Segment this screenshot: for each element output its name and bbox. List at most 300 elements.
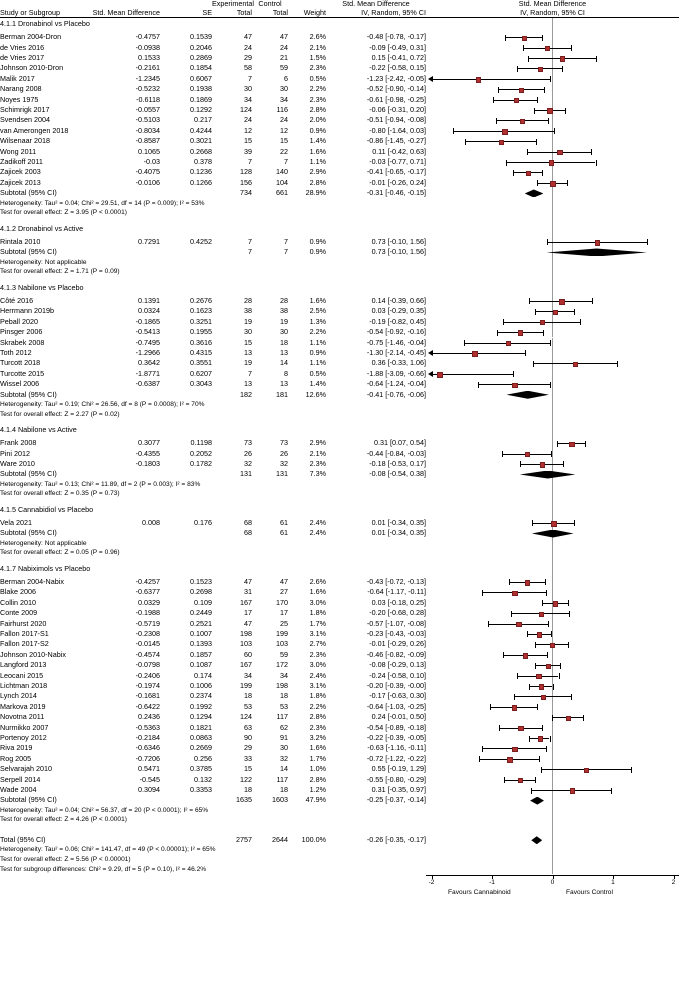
plot-cell	[426, 723, 679, 733]
exp-total: 24	[244, 115, 252, 125]
table-row	[0, 358, 679, 368]
ctrl-total: 13	[280, 379, 288, 389]
plot-cell	[426, 178, 679, 188]
table-row	[0, 702, 679, 712]
ci-value: -0.01 [-0.26, 0.24]	[369, 177, 426, 187]
study-label: Subtotal (95% CI)	[0, 389, 57, 399]
ctrl-total: 53	[280, 701, 288, 711]
note-text: Heterogeneity: Not applicable	[0, 539, 87, 547]
exp-total: 734	[240, 188, 252, 198]
se-value: 0.1782	[190, 458, 212, 468]
weight-value: 1.2%	[309, 785, 326, 795]
weight-value: 1.7%	[309, 753, 326, 763]
table-row	[0, 105, 679, 115]
ctrl-total: 14	[280, 764, 288, 774]
exp-total: 38	[244, 306, 252, 316]
plot-cell	[426, 32, 679, 42]
statistics-note	[0, 410, 679, 420]
plot-cell	[426, 358, 679, 368]
weight-value: 1.4%	[309, 379, 326, 389]
plot-cell	[426, 650, 679, 660]
study-label: Portenoy 2012	[0, 733, 47, 743]
se-value: 0.2374	[190, 691, 212, 701]
exp-total: 47	[244, 32, 252, 42]
smd-value: 0.5471	[138, 764, 160, 774]
ci-value: 0.55 [-0.19, 1.29]	[371, 764, 426, 774]
weight-value: 2.3%	[309, 94, 326, 104]
table-row	[0, 167, 679, 177]
smd-value: -0.545	[139, 774, 160, 784]
ci-value: -0.46 [-0.82, -0.09]	[366, 649, 426, 659]
se-value: 0.6067	[190, 73, 212, 83]
exp-total: 7	[248, 157, 252, 167]
weight-value: 1.5%	[309, 53, 326, 62]
table-row	[0, 691, 679, 701]
se-value: 0.4252	[190, 236, 212, 246]
table-row	[0, 660, 679, 670]
study-label: Berman 2004-Nabix	[0, 576, 64, 586]
subgroup-label: 4.1.4 Nabilone vs Active	[0, 425, 77, 435]
study-label: Conte 2009	[0, 608, 38, 618]
smd-value: -0.6346	[135, 743, 160, 753]
smd-value: 0.1065	[138, 146, 160, 156]
exp-total: 167	[240, 660, 252, 670]
se-value: 0.3785	[190, 764, 212, 774]
smd-value: 0.1533	[138, 53, 160, 62]
plot-cell	[426, 743, 679, 753]
plot-cell	[426, 660, 679, 670]
plot-cell	[426, 296, 679, 306]
smd-value: 0.008	[142, 517, 160, 527]
header-weight: Weight	[288, 9, 326, 18]
se-value: 0.174	[194, 670, 212, 680]
ci-value: 0.36 [-0.33, 1.06]	[371, 358, 426, 368]
ctrl-total: 198	[276, 681, 288, 690]
weight-value: 0.9%	[309, 125, 326, 135]
study-label: Frank 2008	[0, 438, 37, 448]
smd-value: 0.7291	[138, 236, 160, 246]
smd-value: -0.2406	[135, 670, 160, 680]
subgroup-heading	[0, 18, 679, 33]
note-text: Heterogeneity: Tau² = 0.06; Chi² = 141.47, df = 49 (P < 0.00001); I² = 65%	[0, 846, 216, 854]
plot-cell	[426, 105, 679, 115]
weight-value: 2.1%	[309, 42, 326, 52]
study-label: Noyes 1975	[0, 94, 39, 104]
table-row	[0, 126, 679, 136]
subgroup-heading	[0, 504, 679, 518]
ctrl-total: 140	[276, 167, 288, 177]
ctrl-total: 661	[276, 188, 288, 198]
se-value: 0.3353	[190, 785, 212, 795]
table-row	[0, 136, 679, 146]
table-row	[0, 754, 679, 764]
weight-value: 1.3%	[309, 316, 326, 326]
axis-tick-label: 2	[671, 879, 676, 886]
smd-value: -0.1681	[135, 691, 160, 701]
exp-total: 68	[244, 528, 252, 538]
plot-cell	[426, 528, 679, 538]
plot-cell	[426, 348, 679, 358]
se-value: 0.1623	[190, 306, 212, 316]
se-value: 0.1198	[190, 438, 212, 448]
header-se: SE	[160, 9, 212, 18]
plot-cell	[426, 754, 679, 764]
ci-value: -0.86 [-1.45, -0.27]	[366, 136, 426, 146]
se-value: 0.1869	[190, 94, 212, 104]
smd-value: -0.5413	[135, 327, 160, 337]
se-value	[160, 795, 212, 805]
study-label: Malik 2017	[0, 73, 35, 83]
smd-value: -1.8771	[135, 368, 160, 378]
note-text: Test for overall effect: Z = 5.56 (P < 0.00001)	[0, 856, 131, 864]
se-value: 0.2676	[190, 295, 212, 305]
exp-total: 90	[244, 733, 252, 743]
smd-value: -0.5363	[135, 722, 160, 732]
table-row	[0, 379, 679, 389]
ctrl-total: 7	[284, 236, 288, 246]
table-row	[0, 348, 679, 358]
exp-total: 128	[240, 167, 252, 177]
table-body	[0, 18, 679, 875]
study-label: Langford 2013	[0, 660, 47, 670]
smd-value: -0.0557	[135, 105, 160, 115]
ctrl-total: 116	[276, 105, 288, 115]
ctrl-total: 15	[280, 136, 288, 146]
se-value: 0.4315	[190, 347, 212, 357]
weight-value: 2.4%	[309, 528, 326, 538]
weight-value: 3.0%	[309, 660, 326, 670]
ci-value: -0.18 [-0.53, 0.17]	[369, 458, 426, 468]
se-value	[160, 188, 212, 198]
ci-value: -0.23 [-0.43, -0.03]	[366, 628, 426, 638]
table-row	[0, 835, 679, 845]
weight-value: 1.4%	[309, 136, 326, 146]
smd-value: -0.1974	[135, 681, 160, 690]
weight-value: 1.8%	[309, 608, 326, 618]
subgroup-heading	[0, 424, 679, 438]
exp-total: 29	[244, 53, 252, 62]
ci-value: -0.08 [-0.29, 0.13]	[369, 660, 426, 670]
ctrl-total: 18	[280, 785, 288, 795]
table-row	[0, 438, 679, 448]
study-label: Pinsger 2006	[0, 327, 43, 337]
ci-value: -1.30 [-2.14, -0.45]	[366, 347, 426, 357]
ci-value: 0.31 [-0.35, 0.97]	[371, 785, 426, 795]
exp-total: 103	[240, 639, 252, 649]
ci-value: -0.41 [-0.65, -0.17]	[366, 167, 426, 177]
ci-value: -1.88 [-3.09, -0.66]	[366, 368, 426, 378]
weight-value: 12.6%	[305, 389, 326, 399]
ctrl-total: 7	[284, 247, 288, 257]
weight-value: 0.9%	[309, 236, 326, 246]
weight-value: 1.8%	[309, 691, 326, 701]
plot-cell	[426, 390, 679, 400]
plot-cell	[426, 438, 679, 448]
exp-total: 122	[240, 774, 252, 784]
exp-total: 34	[244, 94, 252, 104]
study-label: Herrmann 2019b	[0, 306, 54, 316]
ctrl-total: 34	[280, 670, 288, 680]
se-value: 0.132	[194, 774, 212, 784]
ci-value: -0.52 [-0.90, -0.14]	[366, 84, 426, 94]
se-value: 0.0863	[190, 733, 212, 743]
ci-value: 0.01 [-0.34, 0.35]	[371, 528, 426, 538]
ctrl-total: 8	[284, 368, 288, 378]
ci-value: 0.73 [-0.10, 1.56]	[371, 247, 426, 257]
plot-cell	[426, 136, 679, 146]
weight-value: 0.9%	[309, 247, 326, 257]
se-value: 0.2869	[190, 53, 212, 62]
ctrl-total: 30	[280, 84, 288, 94]
smd-value: -0.1865	[135, 316, 160, 326]
ci-value: -0.80 [-1.64, 0.03]	[369, 125, 426, 135]
plot-cell	[426, 306, 679, 316]
table-row	[0, 587, 679, 597]
ctrl-total: 25	[280, 618, 288, 628]
exp-total: 131	[240, 469, 252, 479]
study-label: Wilsenaar 2018	[0, 136, 50, 146]
smd-value: 0.1391	[138, 295, 160, 305]
table-row	[0, 712, 679, 722]
smd-value: -0.4257	[135, 576, 160, 586]
table-row	[0, 147, 679, 157]
exp-total: 58	[244, 63, 252, 73]
header-study: Study or Subgroup	[0, 9, 88, 18]
plot-cell	[426, 95, 679, 105]
weight-value: 2.3%	[309, 722, 326, 732]
ctrl-total: 6	[284, 73, 288, 83]
study-label: Lichtman 2018	[0, 681, 48, 690]
plot-cell	[426, 518, 679, 528]
ci-value: -0.19 [-0.82, 0.45]	[369, 316, 426, 326]
ci-value: 0.73 [-0.10, 1.56]	[371, 236, 426, 246]
weight-value: 100.0%	[301, 835, 326, 845]
weight-value: 2.6%	[309, 576, 326, 586]
weight-value: 1.1%	[309, 157, 326, 167]
exp-total: 73	[244, 438, 252, 448]
smd-value: -0.1988	[135, 608, 160, 618]
ctrl-total: 131	[276, 469, 288, 479]
study-label: Selvarajah 2010	[0, 764, 52, 774]
se-value: 0.1087	[190, 660, 212, 670]
weight-value: 3.1%	[309, 628, 326, 638]
header-smd-iv: Std. Mean Difference	[342, 0, 410, 8]
study-label: Narang 2008	[0, 84, 42, 94]
subgroup-label: 4.1.3 Nabilone vs Placebo	[0, 282, 84, 292]
plot-cell	[426, 639, 679, 649]
weight-value: 0.9%	[309, 347, 326, 357]
ctrl-total: 103	[276, 639, 288, 649]
exp-total: 17	[244, 608, 252, 618]
ctrl-total: 117	[276, 774, 288, 784]
smd-value: -0.7495	[135, 337, 160, 347]
smd-value	[88, 390, 160, 400]
se-value: 0.3251	[190, 316, 212, 326]
se-value: 0.1523	[190, 576, 212, 586]
weight-value: 2.7%	[309, 639, 326, 649]
exp-total: 19	[244, 358, 252, 368]
ci-value: -0.48 [-0.78, -0.17]	[366, 32, 426, 42]
study-label: Zajicek 2003	[0, 167, 41, 177]
weight-value: 3.1%	[309, 681, 326, 690]
study-label: Turcotte 2015	[0, 368, 45, 378]
statistics-note	[0, 208, 679, 218]
ctrl-total: 18	[280, 337, 288, 347]
study-label: de Vries 2017	[0, 53, 45, 62]
note-text: Test for overall effect: Z = 0.05 (P = 0.96)	[0, 549, 120, 557]
exp-total: 47	[244, 618, 252, 628]
table-row	[0, 63, 679, 73]
se-value: 0.1007	[190, 628, 212, 638]
se-value: 0.378	[194, 157, 212, 167]
header-experimental: Experimental	[212, 0, 254, 8]
ctrl-total: 32	[280, 458, 288, 468]
study-label: Blake 2006	[0, 587, 36, 597]
exp-total: 13	[244, 379, 252, 389]
subgroup-heading	[0, 282, 679, 296]
ctrl-total: 28	[280, 295, 288, 305]
study-label: Rintala 2010	[0, 236, 41, 246]
ci-value: -1.23 [-2.42, -0.05]	[366, 73, 426, 83]
ci-value: 0.14 [-0.39, 0.66]	[371, 295, 426, 305]
statistics-note	[0, 199, 679, 209]
smd-value: -0.0798	[135, 660, 160, 670]
weight-value: 2.2%	[309, 84, 326, 94]
ci-value: -0.26 [-0.35, -0.17]	[366, 835, 426, 845]
ctrl-total: 2644	[272, 835, 288, 845]
ci-value: -0.25 [-0.37, -0.14]	[366, 795, 426, 805]
weight-value: 2.9%	[309, 438, 326, 448]
exp-total: 7	[248, 73, 252, 83]
ctrl-total: 18	[280, 691, 288, 701]
smd-value: -0.2308	[135, 628, 160, 638]
plot-cell	[426, 577, 679, 587]
header-iv-random: IV, Random, 95% CI	[326, 9, 426, 18]
subgroup-label: 4.1.5 Cannabidiol vs Placebo	[0, 504, 94, 514]
exp-total: 29	[244, 743, 252, 753]
study-label: Zadikoff 2011	[0, 157, 43, 167]
note-text: Heterogeneity: Not applicable	[0, 258, 87, 266]
ctrl-total: 30	[280, 327, 288, 337]
study-label: Subtotal (95% CI)	[0, 528, 57, 538]
subgroup-label: 4.1.1 Dronabinol vs Placebo	[0, 19, 90, 29]
subgroup-heading	[0, 223, 679, 237]
exp-total: 39	[244, 146, 252, 156]
table-row	[0, 53, 679, 63]
se-value: 0.2698	[190, 587, 212, 597]
table-row	[0, 671, 679, 681]
subgroup-label: 4.1.7 Nabiximols vs Placebo	[0, 563, 91, 573]
table-row	[0, 317, 679, 327]
table-row	[0, 639, 679, 649]
se-value: 0.3043	[190, 379, 212, 389]
study-label: Wong 2011	[0, 146, 37, 156]
ci-value: -0.63 [-1.16, -0.11]	[367, 743, 426, 753]
se-value: 0.2052	[190, 448, 212, 458]
ctrl-total: 47	[280, 32, 288, 42]
note-text: Test for subgroup differences: Chi² = 9.29, df = 5 (P = 0.10), I² = 46.2%	[0, 865, 207, 873]
ctrl-total: 91	[280, 733, 288, 743]
study-label: Subtotal (95% CI)	[0, 188, 57, 198]
plot-cell	[426, 53, 679, 63]
ci-value: -0.72 [-1.22, -0.22]	[366, 753, 426, 763]
study-label: Fallon 2017-S1	[0, 628, 49, 638]
ctrl-total: 34	[280, 94, 288, 104]
ci-value: 0.15 [-0.41, 0.72]	[371, 53, 426, 62]
ci-value: 0.03 [-0.18, 0.25]	[371, 597, 426, 607]
study-label: Schimrigk 2017	[0, 105, 50, 115]
table-row	[0, 785, 679, 795]
ctrl-total: 61	[280, 528, 288, 538]
weight-value: 1.6%	[309, 295, 326, 305]
exp-total: 7	[248, 247, 252, 257]
smd-value: -0.5719	[135, 618, 160, 628]
exp-total: 199	[240, 681, 252, 690]
ci-value: -0.08 [-0.54, 0.38]	[369, 469, 426, 479]
note-text: Heterogeneity: Tau² = 0.04; Chi² = 56.37, df = 20 (P < 0.0001); I² = 65%	[0, 806, 209, 814]
ctrl-total: 104	[276, 177, 288, 187]
exp-total: 24	[244, 42, 252, 52]
ctrl-total: 24	[280, 115, 288, 125]
table-row	[0, 629, 679, 639]
exp-total: 30	[244, 327, 252, 337]
table-row	[0, 528, 679, 538]
exp-total: 68	[244, 517, 252, 527]
ci-value: -0.54 [-0.92, -0.16]	[366, 327, 426, 337]
ci-value: -0.64 [-1.17, -0.11]	[367, 587, 426, 597]
ci-value: 0.01 [-0.34, 0.35]	[371, 517, 426, 527]
table-row	[0, 795, 679, 805]
plot-cell	[426, 629, 679, 639]
ctrl-total: 47	[280, 576, 288, 586]
table-row	[0, 775, 679, 785]
study-label: Peball 2020	[0, 316, 38, 326]
exp-total: 63	[244, 722, 252, 732]
weight-value: 3.0%	[309, 597, 326, 607]
ctrl-total: 21	[280, 53, 288, 62]
study-label: Fairhurst 2020	[0, 618, 47, 628]
ci-value: -0.22 [-0.58, 0.15]	[369, 63, 426, 73]
table-row	[0, 188, 679, 198]
se-value: 0.1006	[190, 681, 212, 690]
ci-value: -0.01 [-0.29, 0.26]	[369, 639, 426, 649]
statistics-note	[0, 489, 679, 499]
se-value: 0.1992	[190, 701, 212, 711]
table-row	[0, 598, 679, 608]
study-label: Ware 2010	[0, 458, 35, 468]
smd-value: -0.4075	[135, 167, 160, 177]
se-value: 0.1857	[190, 649, 212, 659]
table-row	[0, 306, 679, 316]
study-label: Wissel 2006	[0, 379, 40, 389]
table-header	[0, 0, 679, 18]
smd-value: -1.2966	[135, 347, 160, 357]
study-label: Skrabek 2008	[0, 337, 45, 347]
ctrl-total: 181	[276, 389, 288, 399]
study-label: de Vries 2016	[0, 42, 45, 52]
note-text: Test for overall effect: Z = 2.27 (P = 0.02)	[0, 410, 120, 418]
ctrl-total: 73	[280, 438, 288, 448]
axis-tick-label: -1	[489, 879, 495, 886]
weight-value: 2.3%	[309, 63, 326, 73]
axis-left-label: Favours Cannabinoid	[448, 889, 511, 896]
weight-value: 2.2%	[309, 327, 326, 337]
plot-cell	[426, 459, 679, 469]
se-value: 0.2449	[190, 608, 212, 618]
study-label: Leocani 2015	[0, 670, 44, 680]
axis-tick-label: 0	[550, 879, 555, 886]
smd-value: -0.4355	[135, 448, 160, 458]
